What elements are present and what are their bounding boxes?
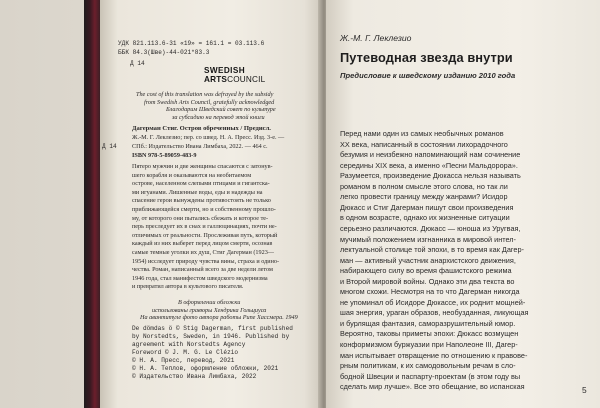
credit-ru-line-2: за субсидию на перевод этой книги xyxy=(172,113,265,121)
copyright-line: © Издательство Ивана Лимбаха, 2022 xyxy=(132,373,257,380)
annotation-line: самые темные уголки их душ, Стиг Дагерман (1923— xyxy=(132,249,274,256)
body-line: шая энергия, ураган образов, необузданная, ликующая xyxy=(340,308,529,318)
body-line: и Второй мировой войны. Однако эти два текста во xyxy=(340,276,515,286)
annotation-line: перь преследует их в снах и галлюцинациях, почти не- xyxy=(132,223,277,231)
author-mark-top: Д 14 xyxy=(130,60,145,67)
page-number: 5 xyxy=(582,385,587,395)
udk-code: УДК 821.113.6-31 «19» = 161.1 = 03.113.6 xyxy=(118,40,265,47)
body-line: набирающего силу во время фашистского режима xyxy=(340,266,512,276)
body-line: бодной Швеции и паспарту-проектам (в этом году вы xyxy=(340,371,521,381)
annotation-line: острове, населенном слепыми птицами и гигантска- xyxy=(132,180,270,188)
swedish-arts-council-logo xyxy=(204,66,265,84)
catalog-line-3: СПб.: Издательство Ивана Лимбаха, 2022. — 464 с. xyxy=(132,143,268,150)
body-line: и бурлящая фантазия, саморазрушительный юмор. xyxy=(340,318,516,328)
logo-line-2 xyxy=(204,75,265,84)
author-mark-side: Д 14 xyxy=(102,143,117,150)
annotation-line: отличимых от реальности. Прослеживая путь, который xyxy=(132,231,278,239)
body-line: лектуальной столице той эпохи, в то время как Дагер- xyxy=(340,245,524,255)
body-line: ман — активный участник анархистского движения, xyxy=(340,255,516,265)
copyright-line: Foreword © J. M. G. Le Clézio xyxy=(132,349,239,356)
credit-ru-line-1: Благодарим Шведский совет по культуре xyxy=(166,106,276,113)
body-line: рным политикам, к их самодовольным речам в сло- xyxy=(340,361,516,371)
bbk-code: ББК 84.3(Шве)-44-021*83.3 xyxy=(118,49,210,56)
isbn: ISBN 978-5-89059-483-9 xyxy=(132,152,197,159)
credit-en-line-1: The cost of this translation was defrayed by the subsidy xyxy=(136,91,274,98)
body-line: Вероятно, таковы приметы эпохи: Дюкасс возмущен xyxy=(340,329,519,339)
body-line: конформизмом буржуазии при Наполеоне III, Дагер- xyxy=(340,340,518,349)
body-line: в одном возрасте, однако их жизненные ситуации xyxy=(340,213,510,223)
logo-arts: ARTS xyxy=(204,75,228,84)
annotation-line: спасение герои вынуждены противостоять не только xyxy=(132,197,271,205)
body-line: XX века, написанный в состоянии лихорадочного xyxy=(340,139,508,149)
body-line: легко провести границу между жанрами? Исидор xyxy=(340,192,508,202)
left-page xyxy=(100,0,322,408)
body-line: Разумеется, произведение Дюкасса нельзя называть xyxy=(340,171,521,181)
chapter-title: Путеводная звезда внутри xyxy=(340,50,513,65)
body-line: не упоминал об Исидоре Дюкассе, их роднит мощней- xyxy=(340,297,526,307)
body-line: многом схожи. Несмотря на то что Дагерман никогда xyxy=(340,287,520,297)
body-line: середины XIX века, а именно «Песни Мальдорора». xyxy=(340,160,518,170)
catalog-line-1: Дагерман Стиг. Остров обреченных / Предисл. xyxy=(132,125,271,132)
body-line: серьезно различаются. Дюкасс — юноша из Уругвая, xyxy=(340,223,521,233)
body-line: Перед нами один из самых необычных романов xyxy=(340,129,504,138)
body-line: безумия и неизбежно напоминающий нам сочинение xyxy=(340,150,521,160)
chapter-subtitle: Предисловие к шведскому изданию 2010 года xyxy=(340,71,516,80)
catalog-line-2: Ж.-М. Г. Леклезио; пер. со швед. Н. А. Пресс. Изд. 3-е. — xyxy=(132,134,285,141)
body-line: Дюкасс и Стиг Дагерман пишут свои произведения xyxy=(340,202,514,212)
body-line: сделать мир лучше». Все это обещание, во испанская xyxy=(340,382,525,392)
copyright-line: © Н. А. Теплов, оформление обложки, 2021 xyxy=(132,365,279,372)
cover-note-line-2: использованы гравюры Хендрика Гольциуса xyxy=(152,306,267,314)
body-line: мучимый положением изгнанника в мировой интел- xyxy=(340,234,516,244)
credit-en-line-2: from Swedish Arts Council, gratefully acknowledged xyxy=(144,98,275,106)
logo-line-1: SWEDISH xyxy=(204,66,246,75)
annotation-line: и превратил автора в культового писателя. xyxy=(132,283,244,291)
annotation-line: шего корабля и оказываются на необитаемом xyxy=(132,171,252,179)
annotation-line: каждый из них выберет перед лицом смерти, осознав xyxy=(132,240,273,248)
annotation-line: 1946 года, стал манифестом шведского модернизма xyxy=(132,274,268,282)
annotation-line: Пятеро мужчин и две женщины спасаются с затонув- xyxy=(132,163,273,170)
copyright-line: © Н. А. Пресс, перевод, 2021 xyxy=(132,357,235,364)
author-signature: Ж.-М. Г. Леклезио xyxy=(340,33,412,43)
annotation-line: ми игуанами. Лишенные воды, еды и надежды на xyxy=(132,188,263,196)
copyright-line: agreement with Norstedts Agency xyxy=(132,341,246,348)
body-line: ман испытывает отвращение по отношению к правове- xyxy=(340,350,528,360)
right-page xyxy=(326,0,600,408)
annotation-line: приближающейся смерти, но и собственному прошло- xyxy=(132,206,276,213)
annotation-line: чества. Роман, написанный всего за две недели летом xyxy=(132,266,273,274)
annotation-line: му, от которого они пытались сбежать и которое те- xyxy=(132,214,269,222)
copyright-line: De dömdas ö © Stig Dagerman, first published xyxy=(132,325,293,332)
cover-note-line-3: На авантитуле фото автора работы Рune Хассмера. 1949 xyxy=(140,314,298,321)
annotation-line: 1954) исследует природу чувства вины, страха и одино- xyxy=(132,257,280,265)
copyright-line: by Norstedts, Sweden, in 1946. Published by xyxy=(132,333,290,340)
body-line: романом в полном смысле этого слова, но так ли xyxy=(340,181,508,191)
logo-council: COUNCIL xyxy=(227,75,266,84)
cover-note-line-1: В оформлении обложки xyxy=(178,299,241,306)
